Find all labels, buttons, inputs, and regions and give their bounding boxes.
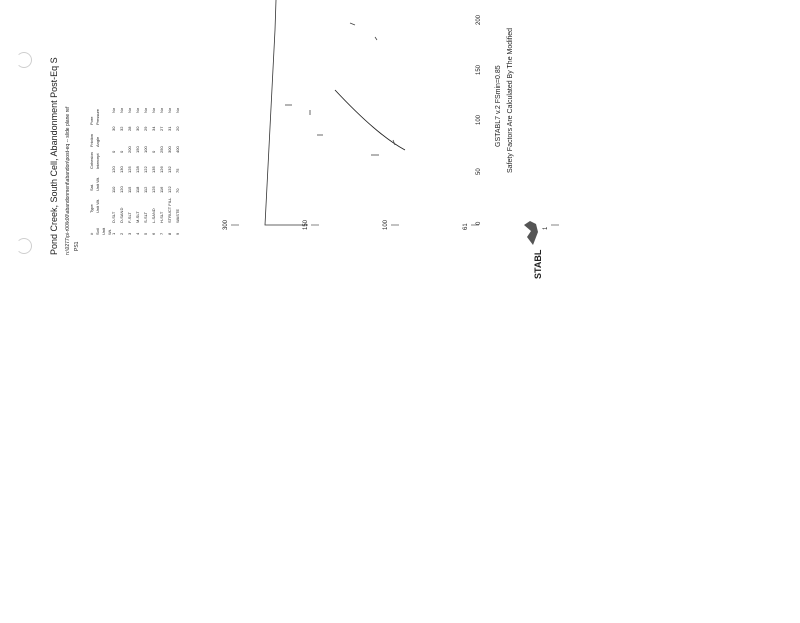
table-header-cell: Wt.	[107, 229, 112, 235]
table-cell: 250	[159, 146, 164, 153]
document-subtitle: n:\0277\pi-r00\k00\abandonment\abandon\post-eq -- slide plane ref	[65, 106, 71, 255]
table-cell: 200	[127, 146, 132, 153]
table-cell: 100	[143, 146, 148, 153]
footer-note: Safety Factors Are Calculated By The Modified	[507, 28, 514, 173]
table-header-cell: Sat.	[89, 183, 94, 191]
table-cell: M-SLT	[135, 211, 140, 223]
table-header-cell: Unit	[101, 227, 106, 235]
table-cell: F-SLT	[127, 212, 132, 223]
y-tick-label: 1	[543, 226, 549, 230]
y-tick-label: 300	[223, 219, 229, 230]
table-cell: 32	[119, 126, 124, 131]
table-header-cell: #	[89, 232, 94, 235]
table-cell: 0	[111, 150, 116, 153]
x-axis	[476, 0, 482, 225]
table-cell: 8	[167, 232, 172, 235]
table-cell: WASTE	[175, 208, 180, 223]
table-cell: 122	[143, 166, 148, 173]
table-cell: 20	[175, 126, 180, 131]
y-tick-label: 150	[303, 219, 309, 230]
y-tick-label: 100	[383, 219, 389, 230]
table-cell: 118	[135, 186, 140, 193]
table-cell: 3	[127, 232, 132, 235]
table-cell: 7	[159, 232, 164, 235]
table-cell: 122	[167, 186, 172, 193]
table-cell: D-SAND	[119, 207, 124, 223]
table-cell: 31	[167, 126, 172, 131]
table-cell: 135	[151, 166, 156, 173]
table-cell: 2	[119, 232, 124, 235]
table-cell: 120	[111, 166, 116, 173]
table-cell: No	[175, 107, 180, 113]
table-cell: L-SAND	[151, 208, 156, 223]
table-cell: 75	[175, 168, 180, 173]
table-header-cell: Pore	[89, 116, 94, 125]
table-cell: No	[151, 107, 156, 113]
table-header-cell: Soil	[95, 228, 100, 235]
table-cell: 5	[143, 232, 148, 235]
table-cell: 132	[167, 166, 172, 173]
x-tick-label: 150	[476, 64, 482, 75]
table-header-cell: Unit Wt.	[95, 176, 100, 191]
table-cell: 28	[127, 126, 132, 131]
table-header-cell: Unit Wt.	[95, 198, 100, 213]
table-cell: 128	[135, 166, 140, 173]
trial-surface-marks	[285, 23, 395, 155]
y-tick-label: 61	[463, 223, 469, 230]
table-cell: D-SLT	[111, 211, 116, 223]
document-title: Pond Creek, South Cell, Abandonment Post-Eq S	[49, 57, 59, 255]
table-cell: 9	[175, 232, 180, 235]
table-header-cell: Friction	[89, 133, 94, 147]
table-cell: H-SLT	[159, 211, 164, 223]
table-cell: No	[127, 107, 132, 113]
table-header-cell: Type	[89, 204, 94, 213]
table-cell: 70	[175, 188, 180, 193]
table-cell: 6	[151, 232, 156, 235]
footer-program: GSTABL7 v.2 FSmin=0.85	[495, 65, 502, 147]
table-cell: 116	[159, 186, 164, 193]
table-cell: 30	[135, 126, 140, 131]
table-cell: No	[111, 107, 116, 113]
table-cell: 29	[143, 126, 148, 131]
table-cell: 125	[127, 166, 132, 173]
soil-table	[89, 107, 180, 235]
punch-hole-bottom	[16, 238, 32, 254]
table-cell: No	[143, 107, 148, 113]
table-cell: 126	[159, 166, 164, 173]
slope-profile	[265, 0, 405, 225]
stabl-stamp	[524, 221, 543, 279]
table-cell: 1	[111, 232, 116, 235]
run-code: PS1	[74, 241, 80, 251]
table-header-cell: Cohesion	[89, 152, 94, 169]
table-header-cell: Intercept	[95, 153, 100, 169]
table-cell: No	[167, 107, 172, 113]
table-cell: 300	[167, 146, 172, 153]
table-cell: 4	[135, 232, 140, 235]
stamp-logo-mark	[524, 221, 538, 245]
x-tick-label: 0	[476, 221, 482, 225]
table-cell: 120	[119, 186, 124, 193]
table-cell: 150	[135, 146, 140, 153]
table-cell: STRUCT FILL	[167, 197, 172, 223]
svg-text:STABL: STABL	[533, 249, 543, 279]
table-cell: No	[119, 107, 124, 113]
table-header-cell: Pressure	[95, 108, 100, 125]
table-cell: 34	[151, 126, 156, 131]
x-tick-label: 50	[476, 168, 482, 175]
table-cell: 130	[119, 166, 124, 173]
x-tick-label: 200	[476, 14, 482, 25]
table-cell: 400	[175, 146, 180, 153]
table-cell: 27	[159, 126, 164, 131]
table-cell: No	[135, 107, 140, 113]
ground-surface-line	[265, 0, 308, 225]
table-cell: 0	[119, 150, 124, 153]
table-cell: No	[159, 107, 164, 113]
x-tick-label: 100	[476, 114, 482, 125]
table-cell: 30	[111, 126, 116, 131]
table-cell: 115	[127, 186, 132, 193]
table-cell: 110	[111, 186, 116, 193]
critical-failure-surface	[335, 90, 405, 150]
table-cell: 125	[151, 186, 156, 193]
punch-hole-top	[16, 52, 32, 68]
table-header-cell: Angle	[95, 136, 100, 147]
table-cell: 0	[151, 150, 156, 153]
table-cell: S-SLT	[143, 211, 148, 223]
table-cell: 112	[143, 186, 148, 193]
